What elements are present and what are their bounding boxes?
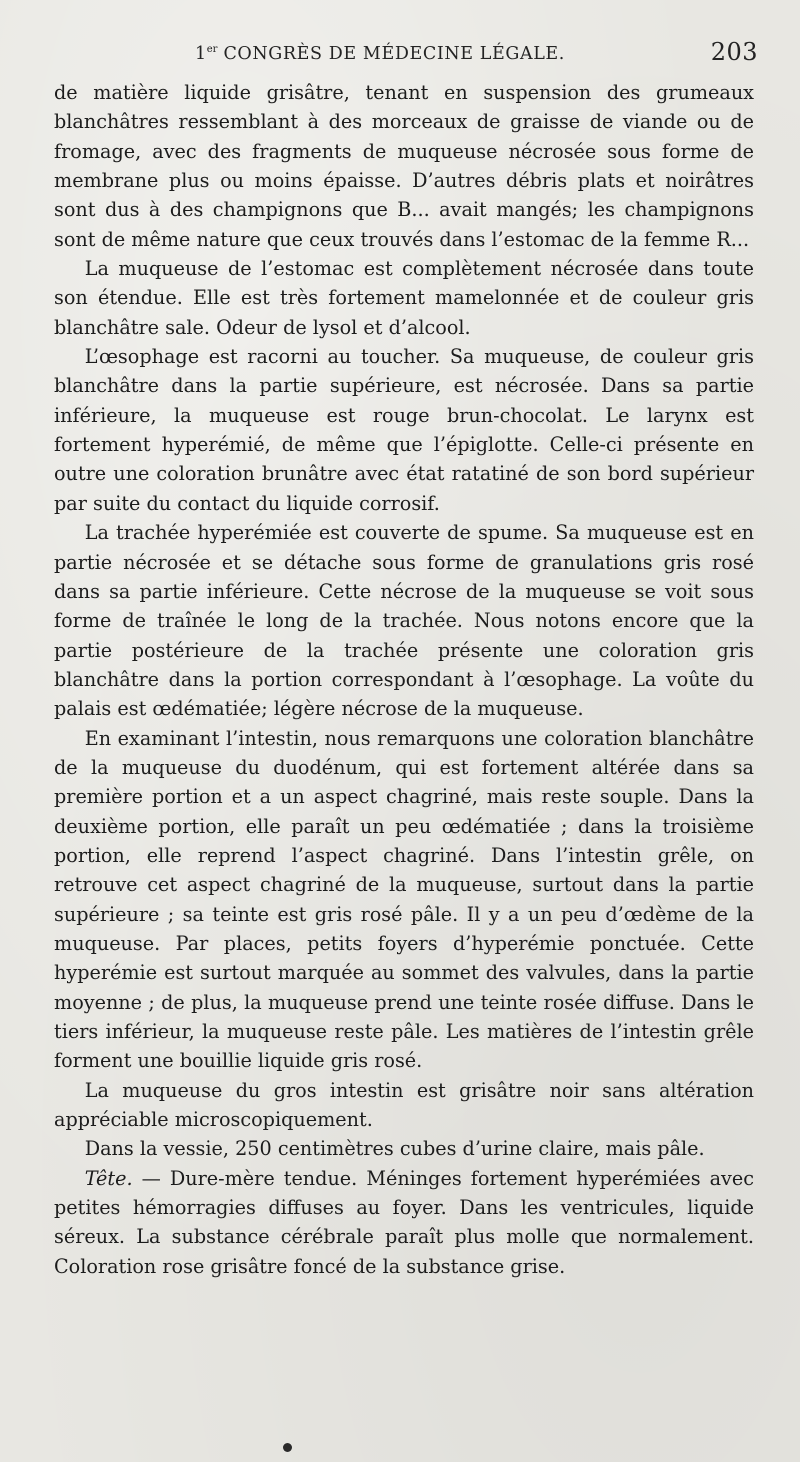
paragraph-7: Dans la vessie, 250 centimètres cubes d’urine claire, mais pâle. [84,1137,705,1161]
paragraph-2: La muqueuse de l’estomac est complètement nécrosée dans toute son étendue. Elle est très fortement mamelonnée et de couleur gris blanchâtre sale. Odeur de lysol et d’alcool. [54,257,754,339]
running-title [195,44,565,64]
running-header [195,38,758,68]
paragraph-6: La muqueuse du gros intestin est grisâtre noir sans altération appréciable microscopiquement. [54,1078,754,1132]
header-title: CONGRÈS DE MÉDECINE LÉGALE. [223,44,565,64]
page-number: 203 [710,38,758,66]
header-ordinal: 1 [195,44,207,64]
paragraph-5: En examinant l’intestin, nous remarquons une coloration blanchâtre de la muqueuse du duodénum, qui est fortement altérée dans sa première portion et a un aspect chagriné, mais reste souple. Dans la deuxième portion, elle paraît un peu œdématiée ; dans la troisième portion, elle reprend l’aspect chagriné. Dans l’intestin grêle, on retrouve cet aspect chagriné de la muqueuse, surtout dans la partie supérieure ; sa teinte est gris rosé pâle. Il y a un peu d’œdème de la muqueuse. Par places, petits foyers d’hyperémie ponctuée. Cette hyperémie est surtout marquée au sommet des valvules, dans la partie moyenne ; de plus, la muqueuse prend une teinte rosée diffuse. Dans le tiers inférieur, la muqueuse reste pâle. Les matières de l’intestin grêle forment une bouillie liquide gris rosé. [54,726,754,1073]
section-lead-tete: Tête. [84,1166,133,1190]
header-ordinal-suffix: er [206,44,218,55]
paragraph-4: La trachée hyperémiée est couverte de spume. Sa muqueuse est en partie nécrosée et se détache sous forme de granulations gris rosé dans sa partie inférieure. Cette nécrose de la muqueuse se voit sous forme de traînée le long de la trachée. Nous notons encore que la partie postérieure de la trachée présente une coloration gris blanchâtre dans la portion correspondant à l’œsophage. La voûte du palais est œdématiée; légère nécrose de la muqueuse. [54,521,754,721]
body-text [54,78,754,1281]
paragraph-8-text: — Dure-mère tendue. Méninges fortement hyperémiées avec petites hémorragies diffuses au foyer. Dans les ventricules, liquide séreux. La substance cérébrale paraît plus molle que normalement. Coloration rose grisâtre foncé de la substance grise. [54,1166,754,1278]
ink-dot-ornament [283,1443,292,1452]
paragraph-3: L’œsophage est racorni au toucher. Sa muqueuse, de couleur gris blanchâtre dans la partie supérieure, est nécrosée. Dans sa partie inférieure, la muqueuse est rouge brun-chocolat. Le larynx est fortement hyperémié, de même que l’épiglotte. Celle-ci présente en outre une coloration brunâtre avec état ratatiné de son bord supérieur par suite du contact du liquide corrosif. [54,345,754,515]
paragraph-8 [54,1164,754,1281]
paragraph-1: de matière liquide grisâtre, tenant en suspension des grumeaux blanchâtres ressemblant à des morceaux de graisse de viande ou de fromage, avec des fragments de muqueuse nécrosée sous forme de membrane plus ou moins épaisse. D’autres débris plats et noirâtres sont dus à des champignons que B... avait mangés; les champignons sont de même nature que ceux trouvés dans l’estomac de la femme R... [54,81,754,251]
